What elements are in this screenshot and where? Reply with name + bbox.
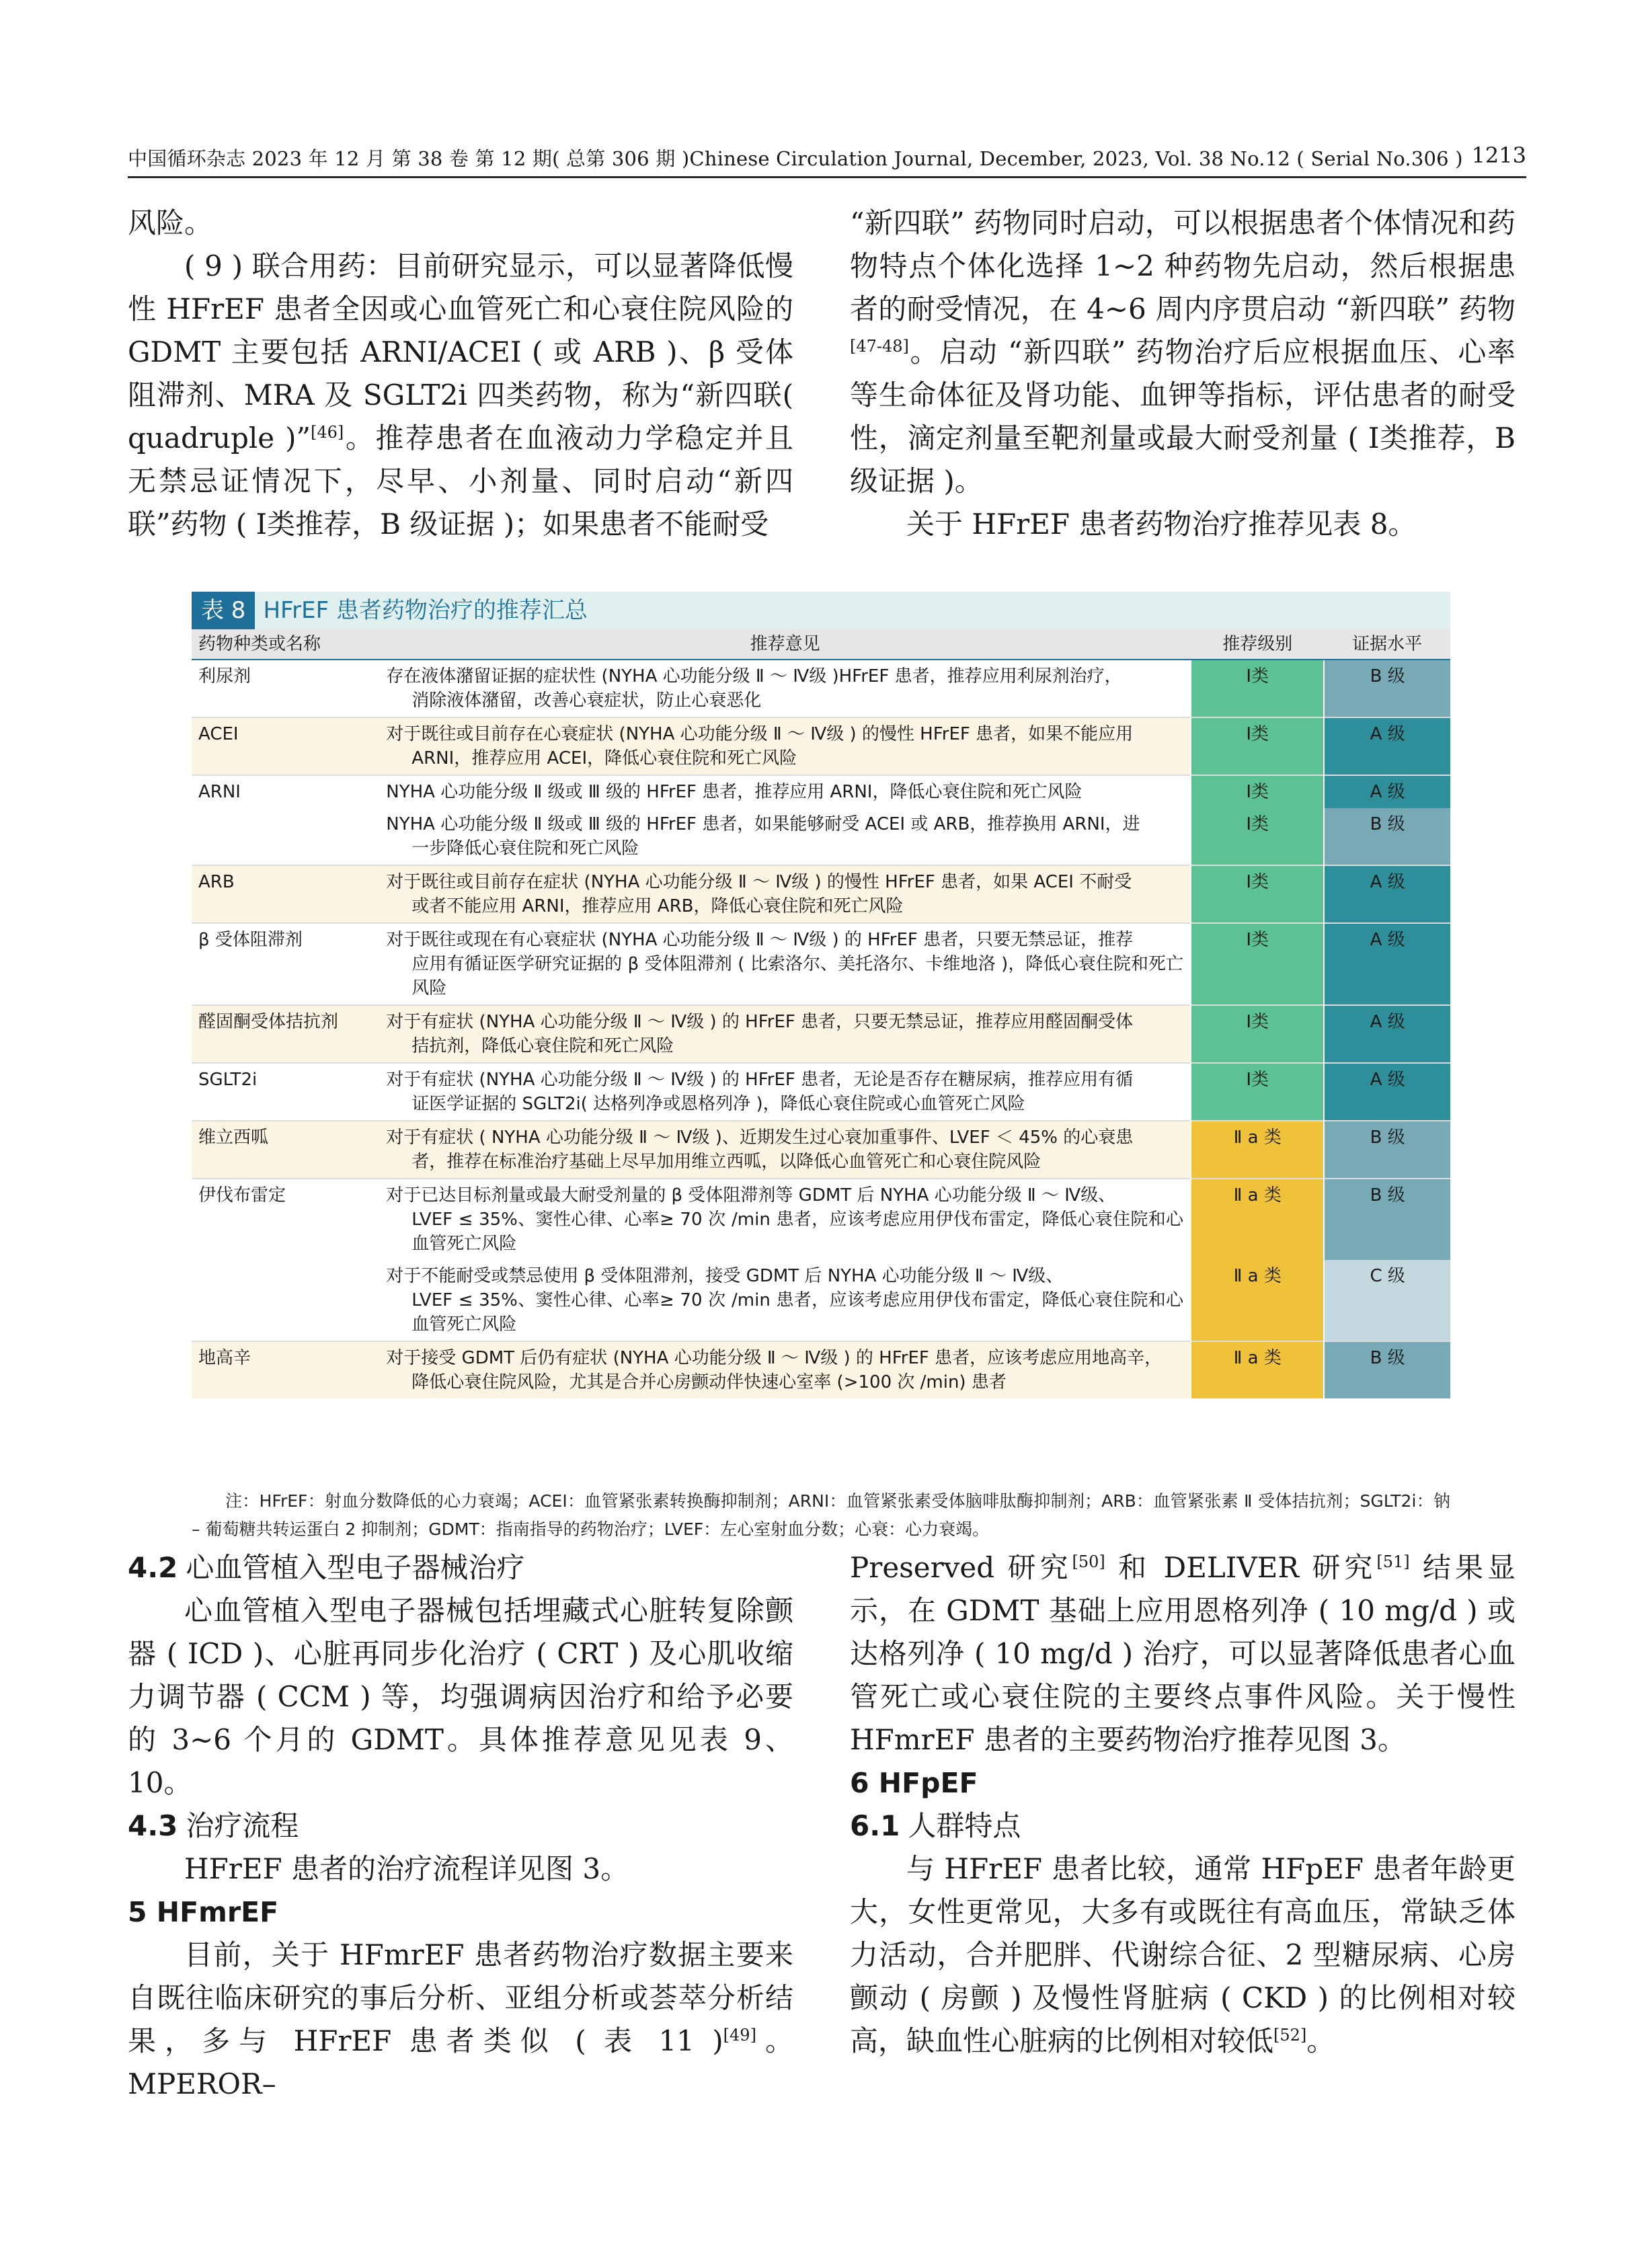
cell-evidence: A 级 — [1324, 1063, 1450, 1121]
cell-evidence: C 级 — [1324, 1260, 1450, 1341]
column-header-class: 推荐级别 — [1191, 629, 1324, 660]
table-row — [192, 808, 1450, 865]
cell-evidence: A 级 — [1324, 1005, 1450, 1063]
citation[interactable]: [46] — [310, 423, 344, 442]
cell-drug: β 受体阻滞剂 — [192, 923, 379, 1005]
cell-evidence: A 级 — [1324, 775, 1450, 808]
journal-running-title: 中国循环杂志 2023 年 12 月 第 38 卷 第 12 期( 总第 306 期 )Chinese Circulation Journal, December, 2023, Vol. 38 No.12 ( Serial No.306 ) — [128, 147, 1463, 170]
cell-class: Ⅰ类 — [1191, 775, 1324, 808]
section-heading-5: 5 HFmrEF — [128, 1896, 279, 1928]
citation[interactable]: [49] — [723, 2026, 756, 2045]
cell-class: Ⅱ a 类 — [1191, 1341, 1324, 1398]
paragraph: “新四联” 药物同时启动，可以根据患者个体情况和药物特点个体化选择 1~2 种药物先启动，然后根据患者的耐受情况，在 4~6 周内序贯启动 “新四联” 药物[47-48]。启动 “新四联” 药物治疗后应根据血压、心率等生命体征及肾功能、血钾等指标，评估患者的耐受性，滴定剂量至靶剂量或最大耐受剂量 ( Ⅰ类推荐，B 级证据 )。 — [850, 206, 1516, 498]
recommendation-table — [192, 629, 1450, 1398]
section-heading-4-2: 4.2 心血管植入型电子器械治疗 — [128, 1551, 525, 1584]
paragraph-combination-therapy: ( 9 ) 联合用药：目前研究显示，可以显著降低慢性 HFrEF 患者全因或心血管死亡和心衰住院风险的 GDMT 主要包括 ARNI/ACEI ( 或 ARB )、β 受体阻滞剂、MRA 及 SGLT2i 四类药物，称为“新四联( quadruple )”[46]。推荐患者在血液动力学稳定并且无禁忌证情况下，尽早、小剂量、同时启动“新四联”药物 ( Ⅰ类推荐，B 级证据 )；如果患者不能耐受 — [128, 249, 793, 541]
column-header-recommendation: 推荐意见 — [379, 629, 1191, 660]
cell-drug: 醛固酮受体拮抗剂 — [192, 1005, 379, 1063]
paragraph-hfmref: 目前，关于 HFmrEF 患者药物治疗数据主要来自既往临床研究的事后分析、亚组分析或荟萃分析结果，多与 HFrEF 患者类似 ( 表 11 )[49]。MPEROR– — [128, 1938, 793, 2100]
table-row — [192, 660, 1450, 717]
table-title-bar — [192, 592, 1450, 629]
paragraph-table-reference: 关于 HFrEF 患者药物治疗推荐见表 8。 — [906, 508, 1417, 541]
cell-evidence: B 级 — [1324, 808, 1450, 865]
cell-class: Ⅰ类 — [1191, 1063, 1324, 1121]
table-row — [192, 1005, 1450, 1063]
paragraph: 心血管植入型电子器械包括埋藏式心脏转复除颤器 ( ICD )、心脏再同步化治疗 ( CRT ) 及心肌收缩力调节器 ( CCM ) 等，均强调病因治疗和给予必要的 3~6 个月的 GDMT。具体推荐意见见表 9、10。 — [128, 1594, 793, 1799]
paragraph: Preserved 研究[50] 和 DELIVER 研究[51] 结果显示，在 GDMT 基础上应用恩格列净 ( 10 mg/d ) 或达格列净 ( 10 mg/d ) 治疗，可以显著降低患者心血管死亡或心衰住院的主要终点事件风险。关于慢性 HFmrEF 患者的主要药物治疗推荐见图 3。 — [850, 1551, 1516, 1756]
section-heading-4-3: 4.3 治疗流程 — [128, 1809, 299, 1842]
table-note: 注：HFrEF：射血分数降低的心力衰竭；ACEI：血管紧张素转换酶抑制剂；ARNI：血管紧张素受体脑啡肽酶抑制剂；ARB：血管紧张素 Ⅱ 受体拮抗剂；SGLT2i：钠 – 葡萄糖共转运蛋白 2 抑制剂；GDMT：指南指导的药物治疗；LVEF：左心室射血分数；心衰：心力衰竭。 — [192, 1491, 1450, 1539]
table-8 — [192, 592, 1450, 1398]
cell-evidence: A 级 — [1324, 717, 1450, 775]
table-number: 表 8 — [192, 592, 255, 629]
cell-class: Ⅰ类 — [1191, 923, 1324, 1005]
table-row — [192, 923, 1450, 1005]
cell-drug: 伊伐布雷定 — [192, 1179, 379, 1260]
citation[interactable]: [51] — [1376, 1552, 1410, 1571]
cell-recommendation: NYHA 心功能分级 Ⅱ 级或 Ⅲ 级的 HFrEF 患者，如果能够耐受 ACEI 或 ARB，推荐换用 ARNI，进 一步降低心衰住院和死亡风险 — [386, 814, 1140, 859]
cell-recommendation: NYHA 心功能分级 Ⅱ 级或 Ⅲ 级的 HFrEF 患者，推荐应用 ARNI，降低心衰住院和死亡风险 — [379, 775, 1191, 808]
cell-class: Ⅰ类 — [1191, 865, 1324, 923]
cell-drug: 维立西呱 — [192, 1121, 379, 1179]
cell-evidence: B 级 — [1324, 1341, 1450, 1398]
cell-evidence: B 级 — [1324, 660, 1450, 717]
table-row — [192, 1341, 1450, 1398]
paragraph: HFrEF 患者的治疗流程详见图 3。 — [184, 1852, 629, 1885]
table-row — [192, 775, 1450, 808]
cell-drug: 利尿剂 — [198, 666, 251, 686]
cell-recommendation: 对于既往或目前存在症状 (NYHA 心功能分级 Ⅱ ～ Ⅳ级 ) 的慢性 HFrEF 患者，如果 ACEI 不耐受 或者不能应用 ARNI，推荐应用 ARB，降低心衰住院和死亡风险 — [379, 865, 1191, 923]
right-column-bottom — [850, 1546, 1516, 2063]
cell-class: Ⅰ类 — [1191, 808, 1324, 865]
cell-drug: ARNI — [192, 775, 379, 808]
cell-recommendation: 对于已达目标剂量或最大耐受剂量的 β 受体阻滞剂等 GDMT 后 NYHA 心功能分级 Ⅱ ～ Ⅳ级、 LVEF ≤ 35%、窦性心律、心率≥ 70 次 /min 患者，应该考虑应用伊伐布雷定，降低心衰住院和心血管死亡风险 — [379, 1179, 1191, 1260]
cell-recommendation: 存在液体潴留证据的症状性 (NYHA 心功能分级 Ⅱ ～ Ⅳ级 )HFrEF 患者，推荐应用利尿剂治疗， 消除液体潴留，改善心衰症状，防止心衰恶化 — [386, 666, 1122, 711]
table-row — [192, 1179, 1450, 1260]
cell-evidence: A 级 — [1324, 923, 1450, 1005]
cell-class: Ⅰ类 — [1191, 1005, 1324, 1063]
cell-drug: 地高辛 — [192, 1341, 379, 1398]
left-column-top — [128, 202, 793, 546]
cell-class: Ⅱ a 类 — [1191, 1260, 1324, 1341]
cell-drug — [192, 1260, 379, 1341]
paragraph: 风险。 — [128, 206, 213, 239]
running-header — [128, 141, 1526, 178]
cell-recommendation: 对于既往或现在有心衰症状 (NYHA 心功能分级 Ⅱ ～ Ⅳ级 ) 的 HFrEF 患者，只要无禁忌证，推荐 应用有循证医学研究证据的 β 受体阻滞剂 ( 比索洛尔、美托洛尔、卡维地洛 )，降低心衰住院和死亡风险 — [379, 923, 1191, 1005]
cell-drug: ACEI — [192, 717, 379, 775]
column-header-evidence: 证据水平 — [1324, 629, 1450, 660]
cell-class: Ⅱ a 类 — [1191, 1121, 1324, 1179]
cell-recommendation: 对于既往或目前存在心衰症状 (NYHA 心功能分级 Ⅱ ～ Ⅳ级 ) 的慢性 HFrEF 患者，如果不能应用 ARNI，推荐应用 ACEI，降低心衰住院和死亡风险 — [379, 717, 1191, 775]
cell-evidence: B 级 — [1324, 1121, 1450, 1179]
cell-recommendation: 对于接受 GDMT 后仍有症状 (NYHA 心功能分级 Ⅱ ～ Ⅳ级 ) 的 HFrEF 患者，应该考虑应用地高辛， 降低心衰住院风险，尤其是合并心房颤动伴快速心室率 (>100 次 /min) 患者 — [379, 1341, 1191, 1398]
section-heading-6: 6 HFpEF — [850, 1767, 978, 1799]
cell-drug: SGLT2i — [192, 1063, 379, 1121]
table-row — [192, 1063, 1450, 1121]
citation[interactable]: [47-48] — [850, 337, 909, 356]
right-column-top — [850, 202, 1516, 546]
table-title: HFrEF 患者药物治疗的推荐汇总 — [263, 597, 588, 624]
cell-recommendation: 对于不能耐受或禁忌使用 β 受体阻滞剂，接受 GDMT 后 NYHA 心功能分级 Ⅱ ～ Ⅳ级、 LVEF ≤ 35%、窦性心律、心率≥ 70 次 /min 患者，应该考虑应用伊伐布雷定，降低心衰住院和心血管死亡风险 — [386, 1266, 1184, 1335]
table-row — [192, 1260, 1450, 1341]
column-header-drug: 药物种类或名称 — [192, 629, 379, 660]
cell-drug — [192, 808, 379, 865]
paragraph-hfpef: 与 HFrEF 患者比较，通常 HFpEF 患者年龄更大，女性更常见，大多有或既往有高血压，常缺乏体力活动，合并肥胖、代谢综合征、2 型糖尿病、心房颤动 ( 房颤 ) 及慢性肾脏病 ( CKD ) 的比例相对较高，缺血性心脏病的比例相对较低[52]。 — [850, 1852, 1516, 2057]
cell-evidence: A 级 — [1324, 865, 1450, 923]
cell-drug: ARB — [192, 865, 379, 923]
cell-recommendation: 对于有症状 (NYHA 心功能分级 Ⅱ ～ Ⅳ级 ) 的 HFrEF 患者，只要无禁忌证，推荐应用醛固酮受体 拮抗剂，降低心衰住院和死亡风险 — [379, 1005, 1191, 1063]
cell-class: Ⅱ a 类 — [1191, 1179, 1324, 1260]
page-number: 1213 — [1471, 143, 1526, 168]
table-row — [192, 717, 1450, 775]
section-heading-6-1: 6.1 人群特点 — [850, 1809, 1021, 1842]
cell-recommendation: 对于有症状 (NYHA 心功能分级 Ⅱ ～ Ⅳ级 ) 的 HFrEF 患者，无论是否存在糖尿病，推荐应用有循 证医学证据的 SGLT2i( 达格列净或恩格列净 )，降低心衰住院或心血管死亡风险 — [379, 1063, 1191, 1121]
left-column-bottom — [128, 1546, 793, 2106]
cell-class: Ⅰ类 — [1191, 717, 1324, 775]
cell-class: Ⅰ类 — [1191, 660, 1324, 717]
cell-recommendation: 对于有症状 ( NYHA 心功能分级 Ⅱ ～ Ⅳ级 )、近期发生过心衰加重事件、LVEF ＜ 45% 的心衰患 者，推荐在标准治疗基础上尽早加用维立西呱，以降低心血管死亡和心衰住院风险 — [379, 1121, 1191, 1179]
table-row — [192, 1121, 1450, 1179]
citation[interactable]: [50] — [1072, 1552, 1105, 1571]
citation[interactable]: [52] — [1273, 2026, 1307, 2045]
table-row — [192, 865, 1450, 923]
cell-evidence: B 级 — [1324, 1179, 1450, 1260]
